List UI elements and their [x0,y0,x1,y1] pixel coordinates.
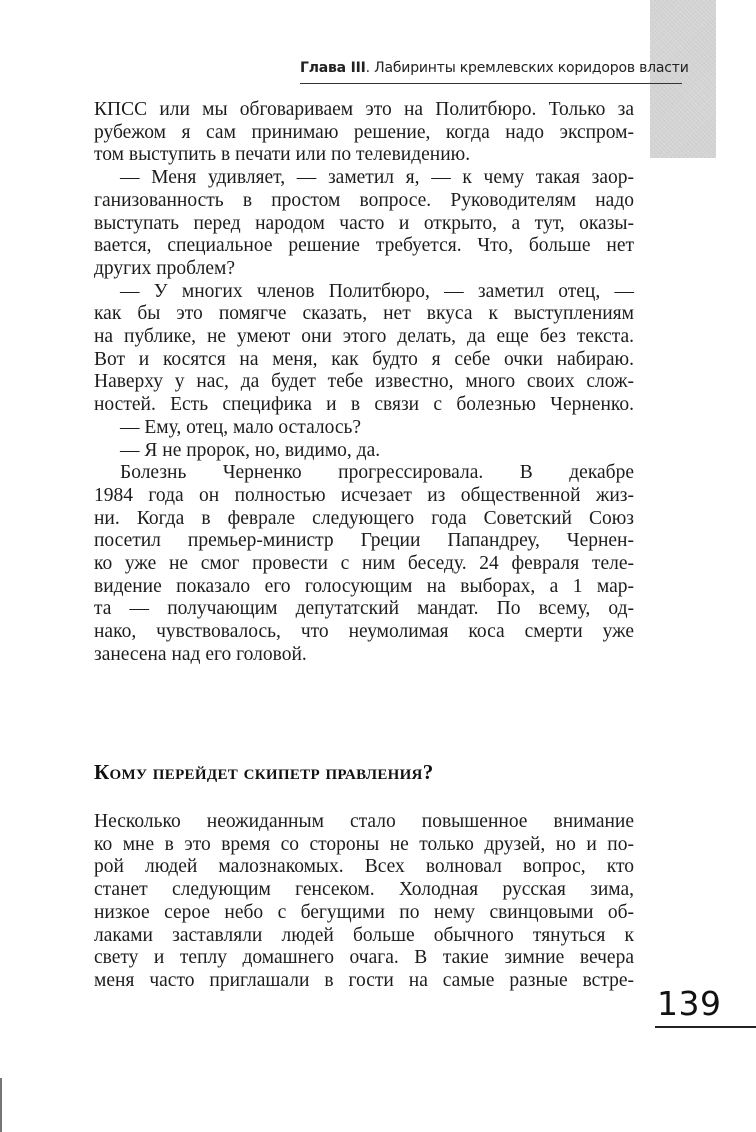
text-line: — Ему, отец, мало осталось? [120,416,362,438]
text-line: низкое серое небо с бегущими по нему свинцовыми об- [94,901,634,923]
text-line: 1984 года он полностью исчезает из общественной жиз- [94,484,634,506]
text-line: том выступить в печати или по телевидению. [94,144,471,166]
text-line: ганизованность в простом вопросе. Руководителям надо [94,189,634,211]
text-line: нако, чувствовалось, что неумолимая коса смерти уже [94,621,634,643]
text-line: посетил премьер-министр Греции Папандреу, Чернен- [94,530,634,552]
text-line: как бы это помягче сказать, нет вкуса к выступлениям [94,303,634,325]
text-line: видение показало его голосующим на выборах, а 1 мар- [94,575,634,597]
text-line: занесена над его головой. [94,643,307,665]
text-line: ностей. Есть специфика и в связи с болезнью Черненко. [94,394,634,416]
page-number: 139 [657,984,722,1023]
text-line: — Меня удивляет, — заметил я, — к чему такая заор- [120,167,634,189]
text-line: КПСС или мы обговариваем это на Политбюро. Только за [94,99,634,120]
text-line: ко уже не смог провести с ним беседу. 24 февраля теле- [94,553,634,575]
text-line: рубежом я сам принимаю решение, когда надо экспром- [94,121,634,143]
text-line: Наверху у нас, да будет тебе известно, много своих слож- [94,371,634,393]
text-line: Болезнь Черненко прогрессировала. В декабре [120,462,634,484]
text-line: — У многих членов Политбюро, — заметил отец, — [120,280,634,302]
text-line: ни. Когда в феврале следующего года Советский Союз [94,507,634,529]
running-head-rule [300,83,682,84]
chapter-title: Лабиринты кремлевских коридоров власти [374,60,689,76]
text-line: вается, специальное решение требуется. Что, больше нет [94,235,634,257]
text-line: ко мне в это время со стороны не только друзей, но и по- [94,833,634,855]
chapter-label: Глава III [300,60,366,76]
text-line: станет следующим генсеком. Холодная русская зима, [94,879,634,901]
running-head-separator: . [365,60,375,76]
running-head [300,60,689,76]
scan-edge-artifact [0,1078,2,1132]
text-line: других проблем? [94,257,235,279]
body-text-top [94,99,634,667]
text-line: меня часто приглашали в гости на самые разные встре- [94,969,634,991]
text-line: Вот и косятся на меня, как будто я себе очки набираю. [94,348,634,370]
text-line: выступать перед народом часто и открыто, а тут, оказы- [94,212,634,234]
body-text-bottom [94,811,634,993]
section-heading: Кому перейдет скипетр правления? [94,760,434,784]
text-line: лаками заставляли людей больше обычного тянуться к [94,924,634,946]
text-line: — Я не пророк, но, видимо, да. [120,439,381,461]
text-line: свету и теплу домашнего очага. В такие зимние вечера [94,947,634,969]
page-number-rule [655,1026,756,1028]
chapter-thumb-tab [650,0,716,158]
text-line: Несколько неожиданным стало повышенное внимание [94,811,634,832]
text-line: та — получающим депутатский мандат. По всему, од- [94,598,634,620]
text-line: на публике, не умеют они этого делать, да еще без текста. [94,326,634,348]
text-line: рой людей малознакомых. Всех волновал вопрос, кто [94,856,634,878]
